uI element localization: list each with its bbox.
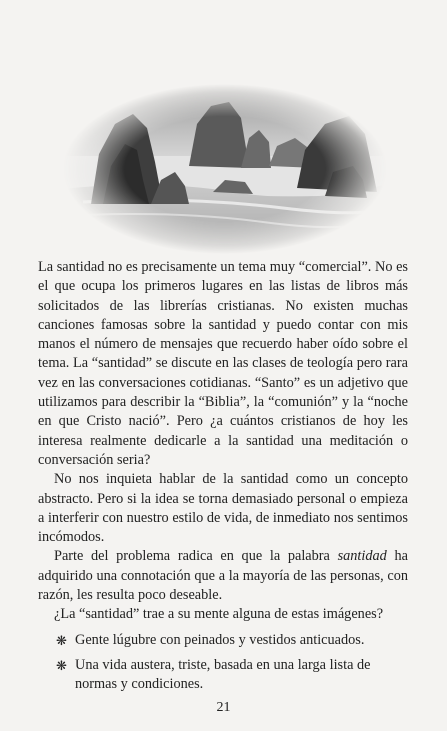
- list-item-text: Una vida austera, triste, basada en una larga lista de normas y condiciones.: [75, 656, 371, 693]
- bullet-list: [38, 631, 408, 695]
- paragraph-4: ¿La “santidad” trae a su mente alguna de estas imágenes?: [54, 606, 384, 623]
- emphasis-santidad: santidad: [337, 548, 387, 565]
- paragraph-3-end: ha adquirido una connotación que a la mayoría de las personas, con razón, les resulta poco deseable.: [38, 548, 408, 604]
- body-text: [38, 258, 408, 701]
- asterism-bullet-icon: ❋: [56, 632, 67, 648]
- page-number: 21: [216, 700, 231, 715]
- seascape-rocks-photo: [63, 84, 387, 254]
- list-item: [38, 631, 408, 650]
- list-item: [38, 656, 408, 695]
- paragraph-2: No nos inquieta hablar de la santidad como un concepto abstracto. Pero si la idea se torna demasiado personal o empieza a interferir con nuestro estilo de vida, de inmediato nos sentimos incómodos.: [38, 471, 408, 546]
- list-item-text: Gente lúgubre con peinados y vestidos anticuados.: [75, 631, 365, 648]
- paragraph-1: La santidad no es precisamente un tema muy “comercial”. No es el que ocupa los primeros lugares en las listas de libros más solicitados de las librerías cristianas. No existen muchas canciones famosas sobre la santidad y puedo contar con mis manos el número de mensajes que recuerdo haber oído sobre el tema. La “santidad” se discute en las clases de teología pero rara vez en las conversaciones cotidianas. “Santo” es un adjetivo que utilizamos para describir la “Biblia”, la “comunión” y la “noche en que Cristo nació”. Pero ¿a cuántos cristianos de hoy les interesa realmente dedicarle a la santidad una meditación o conversación seria?: [38, 259, 408, 468]
- asterism-bullet-icon: ❋: [56, 657, 67, 673]
- paragraph-3: [38, 547, 408, 605]
- paragraph-3-start: Parte del problema radica en que la palabra: [54, 548, 338, 565]
